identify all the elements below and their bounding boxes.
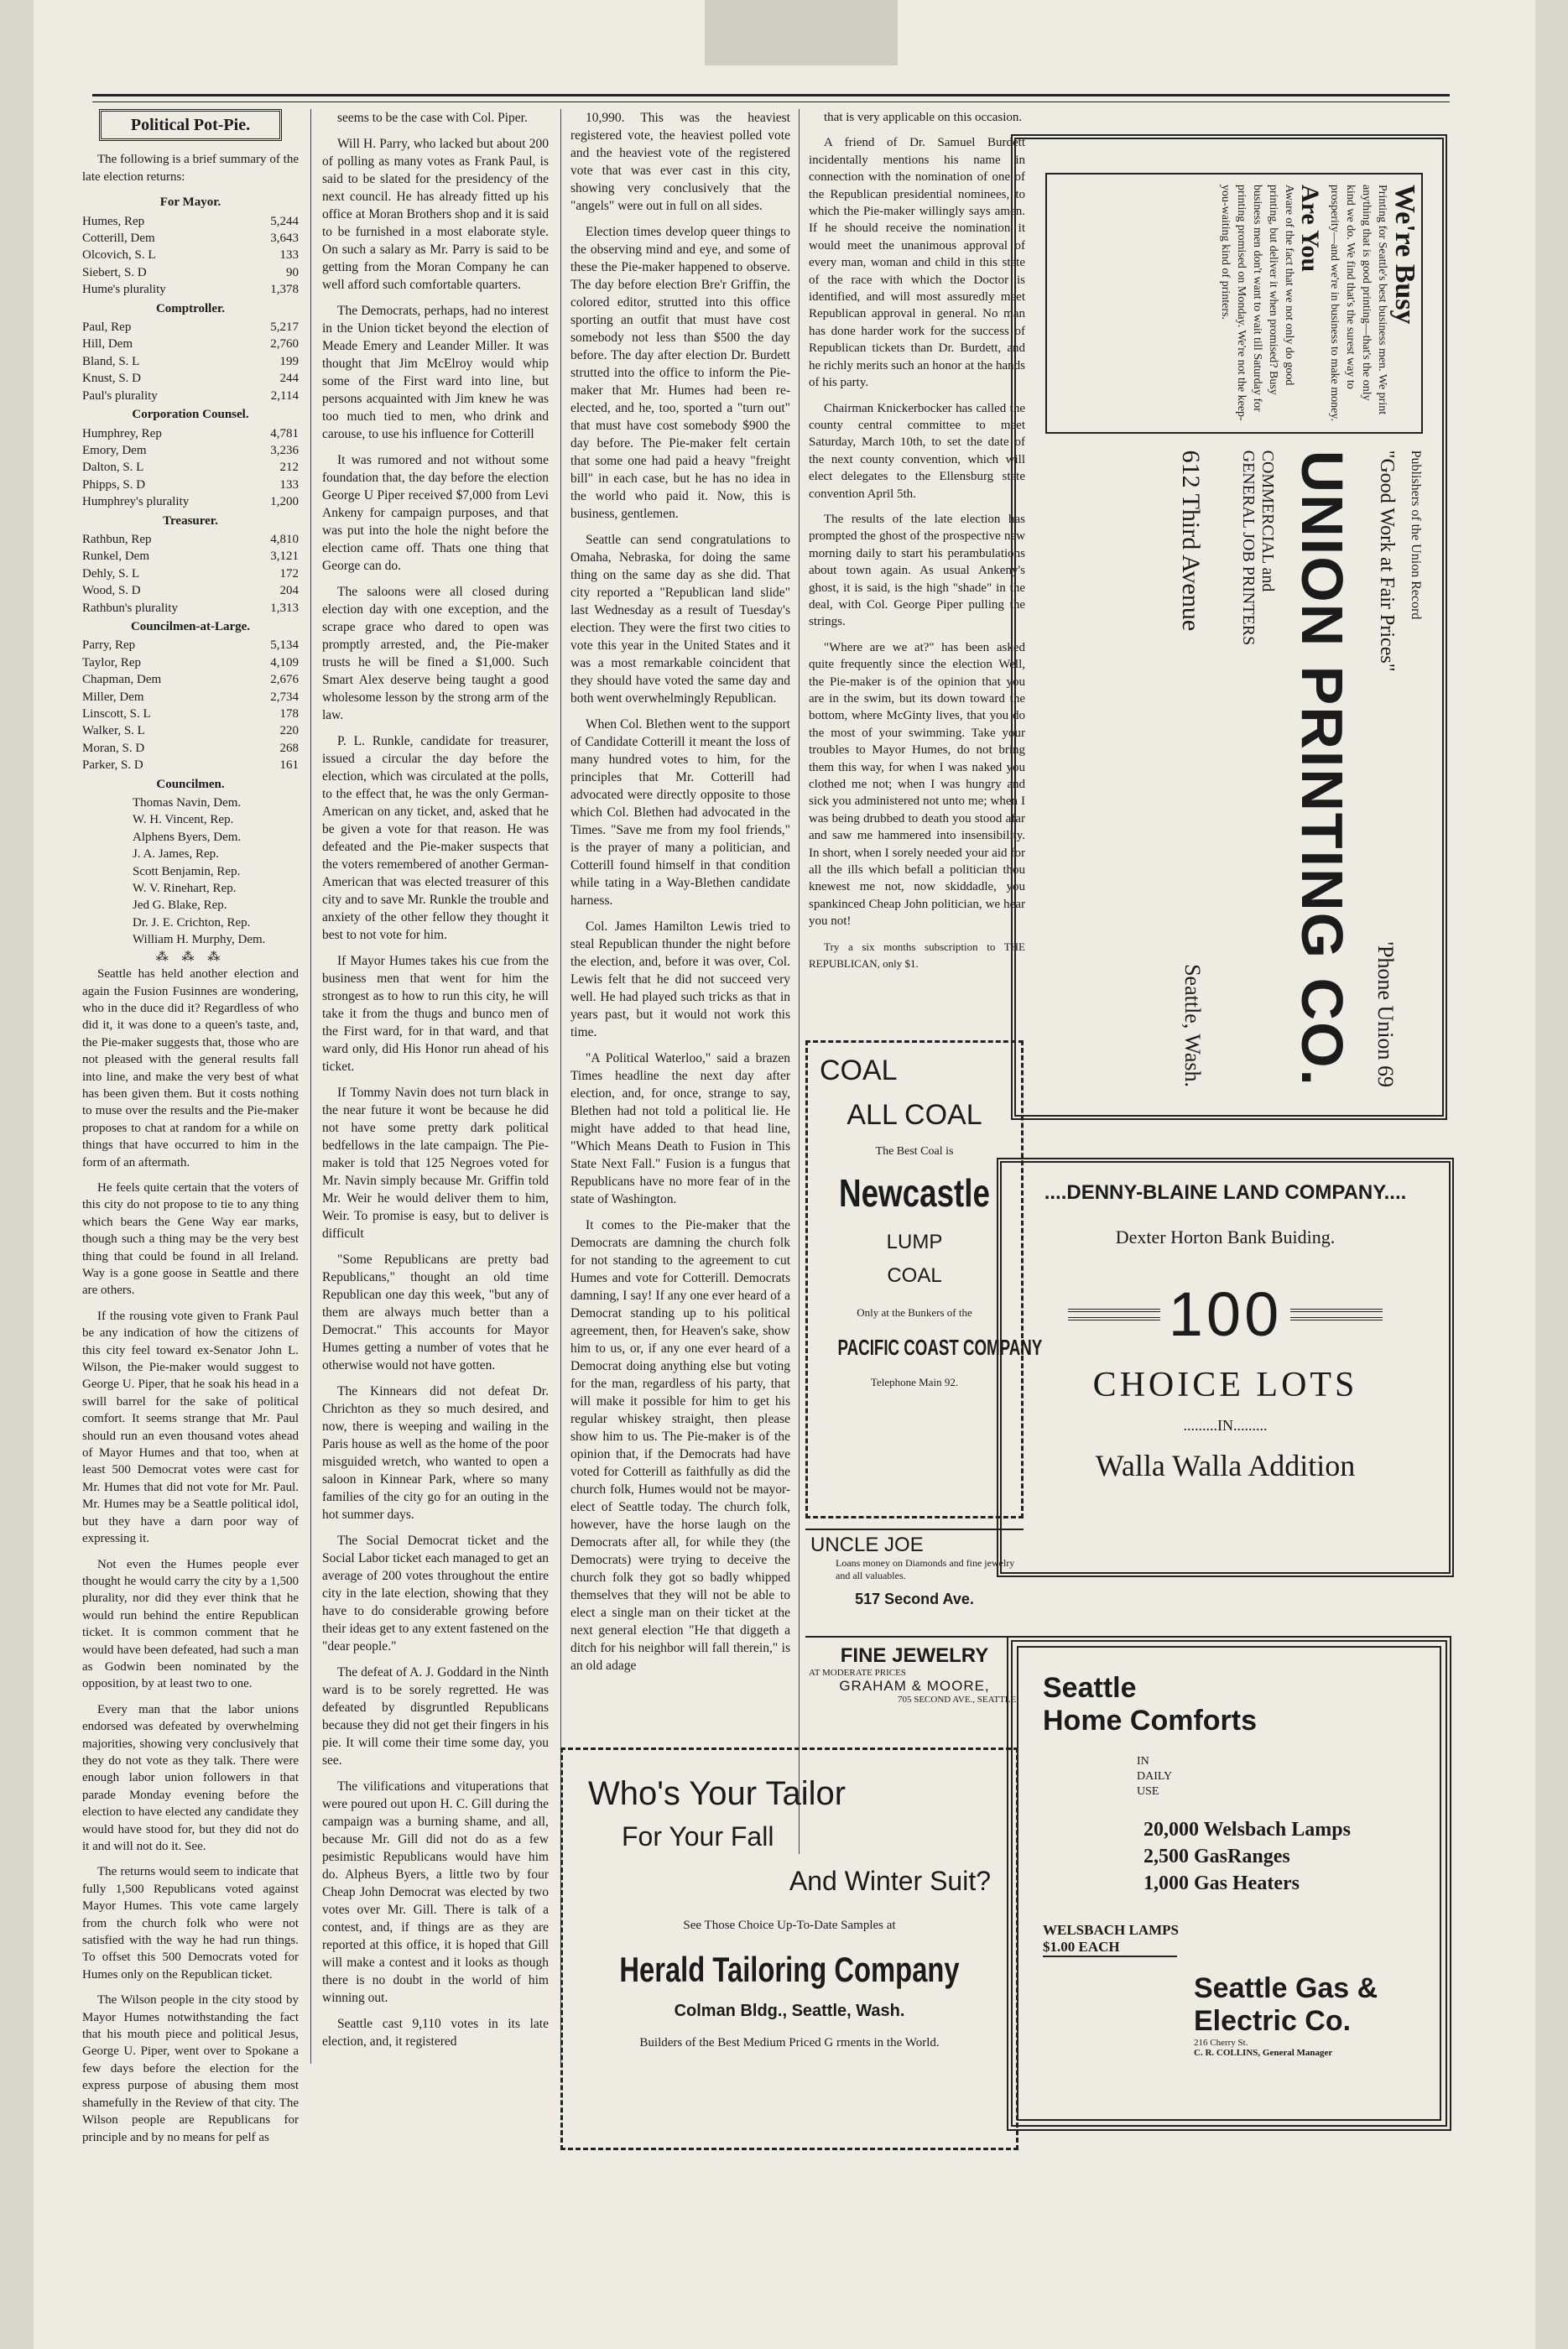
tailor-ad [560, 1747, 1018, 2150]
vote-count: 5,217 [270, 320, 299, 335]
vote-count: 133 [279, 248, 299, 263]
paper-tab [705, 0, 898, 65]
tailor-line-1: Who's Your Tailor [588, 1775, 847, 1812]
vote-count: 90 [286, 265, 299, 279]
vote-count: 220 [279, 724, 299, 738]
vote-count: 1,378 [270, 283, 299, 297]
candidate-name: Humphrey, Rep [82, 426, 162, 440]
article-paragraph: If the rousing vote given to Frank Paul be any indication of how the citizens of this city feel toward ex-Senator John L. Wilson, the Pie-maker would suggest to George U. Piper, that he soak his head in a swill barrel for the sake of political comfort. It seems strange that Mr. Paul should run an even thousand votes ahead of Mayor Humes and that too, when at least 500 Democrat votes were cast for Mr. Humes that did not vote for Mr. Paul. Mr. Humes may be a Seattle political idol, but they have a darn poor way of expressing it. [82, 1309, 299, 1546]
article-paragraph: Not even the Humes people ever thought he would carry the city by a 1,500 plurality, nor did they ever think that he would run behind the entire Republican ticket. It is common comment that he would have been defeated, had such a man as Godwin been nominated by the opposition, by at least two to one. [82, 1557, 299, 1691]
uncle-joe-address: 517 Second Ave. [855, 1591, 974, 1607]
vote-count: 178 [279, 707, 299, 721]
article-paragraph: "Some Republicans are pretty bad Republicans," thought an old time Republican one day this week, "but any of them are always much better than a Democrat." This accounts for Mayor Humes getting a number of votes that he otherwise would not have gotten. [322, 1253, 549, 1372]
returns-row [82, 740, 299, 757]
article-paragraph: Seattle has held another election and again the Fusion Fusinnes are wondering, who in the duce did it? Regardless of who did it, it was done to a queen's taste, and, the Pie-maker suggests that, those who are not pleased with the general results fall into line, and make the very best of what has been given them. But it costs nothing to muse over the results and the Pie-maker proposes to chat at random for a while on things that have occurred to him in the form of an aftermath. [82, 967, 299, 1169]
jewelry-name: GRAHAM & MOORE, [839, 1678, 990, 1694]
coal-line-2: COAL [887, 1264, 942, 1287]
jewelry-title: FINE JEWELRY [840, 1644, 989, 1667]
subscription-note: Try a six months subscription to THE REPUBLICAN, only $1. [809, 940, 1025, 971]
returns-row [82, 637, 299, 654]
councilman: J. A. James, Rep. [133, 847, 219, 862]
article-paragraph: that is very applicable on this occasion. [824, 111, 1023, 124]
union-phone: 'Phone Union 69 [1373, 941, 1398, 1087]
gas-in: IN [1137, 1755, 1149, 1768]
vote-count: 4,781 [270, 426, 299, 440]
returns-row [82, 247, 299, 263]
article-paragraph: The Democrats, perhaps, had no interest in the Union ticket beyond the election of Meade Emery and Leander Miller. It was thought that Jim McElroy would whip some of the First ward into line, but persons acquainted with Jim knew he was too much tied to men, who drink and carouse, to use his influence for Cotterill [322, 304, 549, 441]
vote-count: 2,114 [270, 388, 299, 403]
vote-count: 4,109 [270, 655, 299, 669]
returns-row [82, 425, 299, 442]
tailor-builders: Builders of the Best Medium Priced G rments in the World. [639, 2036, 940, 2050]
gas-company-1: Seattle Gas & [1194, 1972, 1378, 2004]
returns-row [82, 493, 299, 510]
returns-row [82, 548, 299, 565]
returns-row [82, 565, 299, 582]
gas-street: 216 Cherry St. [1194, 2038, 1248, 2048]
vote-count: 2,734 [270, 690, 299, 704]
returns-row [82, 600, 299, 617]
gas-use: USE [1137, 1785, 1159, 1798]
candidate-name: Olcovich, S. L [82, 248, 156, 263]
gas-manager: C. R. COLLINS, General Manager [1194, 2048, 1333, 2058]
were-busy-text: Printing for Seattle's best business men. We print anything that is good printing—that's the only kind we do. We find that's the surest way to prosperity—and we're in business to make money. [1328, 185, 1388, 421]
article-paragraph: P. L. Runkle, candidate for treasurer, issued a circular the day before the election, which was circulated at the polls, to the effect that, he was the only German-American on any ticket, and, asked that he be given a vote for that reason. He was defeated and the Pie-maker suspects that the voters remembered of another German-American that was elected treasurer of this city and to save Mr. Runkle the trouble and anxiety of the other fellow they thought it best to not vote for him. [322, 734, 549, 942]
candidate-name: Phipps, S. D [82, 477, 146, 492]
councilman: Thomas Navin, Dem. [133, 796, 242, 810]
union-printing-name: UNION PRINTING CO. [1289, 450, 1355, 1087]
returns-row [82, 689, 299, 706]
article-paragraph: It was rumored and not without some foundation that, the day before the election George U Piper received $7,000 from Levi Ankeny for campaign purposes, and that was put into the hole the night before the election came off. Thats one thing that George can do. [322, 453, 549, 573]
article-paragraph: When Col. Blethen went to the support of Candidate Cotterill it meant the loss of many hundred votes to him, for the principles that Mr. Cotterill had advocated were directly opposite to those which Col. Blethen had advocated in the Times. "Save me from my fool friends," is the prayer of many a politician, and Cotterill found himself in that condition while tating in a Way-Blethen candidate harness. [570, 717, 790, 908]
candidate-name: Cotterill, Dem [82, 232, 155, 246]
returns-row [82, 671, 299, 688]
candidate-name: Dalton, S. L [82, 461, 144, 475]
column-4 [809, 109, 1025, 982]
jewelry-ad [805, 1641, 1024, 1725]
vote-count: 268 [279, 741, 299, 755]
candidate-name: Paul, Rep [82, 320, 132, 335]
returns-row [82, 531, 299, 548]
vote-count: 5,134 [270, 638, 299, 653]
returns-section-title: Corporation Counsel. [132, 408, 249, 422]
returns-row [82, 654, 299, 671]
candidate-name: Rathbun's plurality [82, 601, 178, 615]
councilman: Scott Benjamin, Rep. [133, 864, 241, 878]
returns-row [82, 442, 299, 459]
councilman: W. H. Vincent, Rep. [133, 813, 234, 827]
jewelry-address: 705 SECOND AVE., SEATTLE. [897, 1695, 1018, 1705]
pacific-coast-company: PACIFIC COAST COMPANY [837, 1335, 1043, 1360]
vote-count: 1,200 [270, 495, 299, 509]
are-you-title: Are You [1296, 185, 1324, 273]
article-paragraph: The Social Democrat ticket and the Social Labor ticket each managed to get an average of 200 votes throughout the entire city in the late election, showing that they have to do considerable growing before their ideas get to any extent fastened on the "dear people." [322, 1534, 549, 1654]
walla-walla-addition: Walla Walla Addition [1095, 1449, 1356, 1482]
candidate-name: Chapman, Dem [82, 673, 162, 687]
lump-line: LUMP [886, 1231, 943, 1253]
vote-count: 2,760 [270, 337, 299, 352]
candidate-name: Humes, Rep [82, 214, 145, 228]
returns-row [82, 319, 299, 336]
vote-count: 3,121 [270, 549, 299, 564]
union-ad-rotated [1029, 164, 1440, 1096]
good-work-line: "Good Work at Fair Prices" [1376, 450, 1398, 672]
column-1-articles [82, 966, 299, 2146]
article-paragraph: Seattle cast 9,110 votes in its late election, and, it registered [322, 2017, 549, 2049]
denny-building: Dexter Horton Bank Buiding. [1115, 1227, 1336, 1247]
tailor-line-3: And Winter Suit? [789, 1866, 991, 1896]
article-paragraph: Col. James Hamilton Lewis tried to steal Republican thunder the night before the election, and, before it was over, Col. Lewis felt that he did not succeed very well. He had played such tricks as that in years past, but it would not work this time. [570, 919, 790, 1039]
vote-count: 3,236 [270, 443, 299, 457]
article-paragraph: "Where are we at?" has been asked quite frequently since the election Well, the Pie-maker is of the opinion that you are in the swim, but its down toward the bottom, where McGinty lives, that you do the most of your swimming. Take your troubles to Mayor Humes, do not bring them this way, for when I was naked you clothed me not; when I was hungry and sick you administered not unto me; when I was being drubbed to death you stood afar and saw me hammered into insensibility. In short, when I sorely needed your aid for all the ills which befall a politician thou knewest me not, now skiddadle, you spankinced Cheap John politician, we hear you not! [809, 640, 1025, 929]
returns-row [82, 281, 299, 298]
returns-row [82, 388, 299, 404]
candidate-name: Paul's plurality [82, 388, 158, 403]
candidate-name: Siebert, S. D [82, 265, 147, 279]
herald-tailoring: Herald Tailoring Company [619, 1950, 960, 1989]
vote-count: 204 [279, 584, 299, 598]
returns-row [82, 459, 299, 476]
councilman: W. V. Rinehart, Rep. [133, 882, 237, 896]
article-paragraph: The defeat of A. J. Goddard in the Ninth ward is to be sorely regretted. He was defeated by disgruntled Republicans because they did not get their fingers in his pie. It will come their time some day, you see. [322, 1665, 549, 1768]
article-paragraph: If Mayor Humes takes his cue from the business men that went for him the strongest as to how to run this city, he will take it from the thugs and bunco men of the First ward, for in that ward, and that ward only, did His Honor run ahead of his ticket. [322, 954, 549, 1074]
vote-count: 3,643 [270, 232, 299, 246]
best-coal: The Best Coal is [875, 1145, 954, 1158]
article-paragraph: "A Political Waterloo," said a brazen Times headline the next day after election, and, for once, strange to say, Blethen had not told a political lie. He might have added to that head line, "Which Means Death to Fusion in This State Next Fall." Fusion is a fungus that Republicans have no more fear of in the state of Washington. [570, 1051, 790, 1206]
candidate-name: Hume's plurality [82, 283, 166, 297]
returns-row [82, 353, 299, 370]
tailor-line-2: For Your Fall [622, 1821, 774, 1852]
returns-row [82, 477, 299, 493]
article-paragraph: The saloons were all closed during election day with one exception, and the scrape grace who dared to open was promptly arrested, and, the Pie-maker trusts he will be fined a $1,000. Such Smart Alex deserve being taught a good wholesome lesson by the strong arm of the law. [322, 585, 549, 722]
vote-count: 1,313 [270, 601, 299, 615]
councilman: Dr. J. E. Crichton, Rep. [133, 915, 251, 930]
candidate-name: Linscott, S. L [82, 707, 151, 721]
coal-ad [805, 1040, 1043, 1518]
newspaper-page [34, 0, 1535, 2349]
uncle-joe-ad [805, 1529, 1024, 1638]
vote-count: 172 [279, 566, 299, 581]
article-paragraph: The returns would seem to indicate that fully 1,500 Republicans voted against Mayor Humes. This vote came largely from the church folk who were not satisfied with the way he had run things. To offset this 500 Democrats voted for Humes only on the Republican ticket. [82, 1865, 299, 1982]
welsbach-title: WELSBACH LAMPS [1043, 1922, 1179, 1938]
seattle-gas-ad [1007, 1636, 1451, 2131]
gas-title-1: Seattle [1043, 1672, 1137, 1704]
article-paragraph: He feels quite certain that the voters of this city do not propose to tie to any thing which bears the Gene Way ear marks, though such a thing may be the very best thing that could be found in all Ireland. Way is a gone goose in Seattle and there are others. [82, 1180, 299, 1298]
article-paragraph: If Tommy Navin does not turn black in the near future it wont be because he did not have some pretty dark political bedfellows in the late campaign. The Pie-maker is told that 125 Negroes voted for Mr. Navin simply because Mr. Griffin told Mr. Weir he would deliver them to him, Weir. To promise is easy, but to deliver is difficult [322, 1086, 549, 1241]
coal-telephone: Telephone Main 92. [870, 1376, 959, 1388]
gas-item: 2,500 GasRanges [1143, 1846, 1290, 1867]
jewelry-sub: AT MODERATE PRICES [809, 1668, 906, 1678]
election-returns [82, 194, 299, 773]
councilman: Alphens Byers, Dem. [133, 830, 242, 844]
candidate-name: Humphrey's plurality [82, 495, 190, 509]
candidate-name: Wood, S. D [82, 584, 141, 598]
returns-row [82, 706, 299, 722]
are-you-text: Aware of the fact that we not only do good printing, but deliver it when promised? Busy business men don't want to wait till Saturday for printing promised on Monday. We're not the keep-you-waiting kind of printers. [1219, 185, 1295, 421]
uncle-joe-name: UNCLE JOE [810, 1534, 924, 1556]
section-heading: Political Pot-Pie. [99, 109, 282, 141]
candidate-name: Runkel, Dem [82, 549, 149, 564]
choice-lots: CHOICE LOTS [1092, 1366, 1358, 1404]
denny-blaine-ad [997, 1158, 1454, 1577]
vote-count: 244 [279, 372, 299, 386]
candidate-name: Emory, Dem [82, 443, 147, 457]
article-paragraph: Chairman Knickerbocker has called the county central committee to meet Saturday, March 10th, to set the date of the next county convention, which will elect delegates to the Ellensburg state convention April 5th. [809, 401, 1025, 501]
vote-count: 212 [279, 461, 299, 475]
returns-section-title: Comptroller. [155, 301, 226, 315]
candidate-name: Hill, Dem [82, 337, 133, 352]
candidate-name: Taylor, Rep [82, 655, 141, 669]
candidate-name: Knust, S. D [82, 372, 142, 386]
gas-company-2: Electric Co. [1194, 2005, 1352, 2037]
returns-row [82, 230, 299, 247]
candidate-name: Moran, S. D [82, 741, 145, 755]
welsbach-price: $1.00 EACH [1043, 1939, 1177, 1957]
article-paragraph: The results of the late election has prompted the ghost of the prospective new morning daily to start his perambulations about town again. As usual Ankeny's ghost, it is said, is the high "shade" in the deal, with Col. George Piper pulling the strings. [809, 512, 1025, 629]
union-address: 612 Third Avenue [1177, 450, 1205, 632]
returns-row [82, 757, 299, 773]
candidate-name: Rathbun, Rep [82, 532, 152, 546]
union-printing-ad [1011, 134, 1447, 1120]
coal-line: COAL [820, 1055, 898, 1086]
union-city: Seattle, Wash. [1180, 964, 1205, 1087]
vote-count: 161 [279, 758, 299, 773]
uncle-joe-text: Loans money on Diamonds and fine jewelry and all valuables. [836, 1557, 1015, 1581]
article-paragraph: seems to be the case with Col. Piper. [337, 111, 528, 125]
vote-count: 133 [279, 477, 299, 492]
candidate-name: Bland, S. L [82, 354, 140, 368]
vote-count: 4,810 [270, 532, 299, 546]
councilman: William H. Murphy, Dem. [133, 933, 266, 947]
candidate-name: Miller, Dem [82, 690, 144, 704]
column-3 [570, 109, 790, 1683]
candidate-name: Dehly, S. L [82, 566, 140, 581]
intro: The following is a brief summary of the late election returns: [82, 153, 299, 184]
gas-title-2: Home Comforts [1043, 1705, 1258, 1737]
publishers-line: Publishers of the Union Record [1409, 450, 1423, 620]
returns-section-title: Treasurer. [163, 513, 218, 528]
article-paragraph: It comes to the Pie-maker that the Democrats are damning the church folk for not standing to the agreement to cut Humes and vote for Cotterill. Democrats damning, I say! If any one ever heard of a Democrat standing up to his political agreement, then, for Heaven's sake, show him to us, or, if any one ever heard of a Democrat doing anything else but voting for the man, regardless of his party, that will make it possible for him to get his regular whiskey straight, then please show him to us. The Pie-maker is of the opinion that, if the Democrats had have voted for Cotterill as faithfully as did the church folk, Humes would not be mayor-elect of Seattle today. The church folk, however, have the horse laugh on the Democrats after all, for while they (the Democrats) were trying to deceive the church folk they got so badly whipped themselves that they will not be able to elect a single man on their ticket at the next general election "He that diggeth a ditch for his neighbor will fall therein," is an old adage [570, 1218, 790, 1673]
article-paragraph: A friend of Dr. Samuel Burdett incidentally mentions his name in connection with the nomination of one of the Republican presidential nominees, to which the Pie-maker willingly says amen. If he should receive the nomination it would meet the unanimous approval of every man, woman and child in this state of the race with which the Doctor is identified, and will most assuredly meet Republican approval in general. No man has done harder work for the success of Republican tickets than Dr. Burdett, and he richly merits such an honor at the hands of his party. [809, 136, 1025, 390]
councilmen-list [82, 794, 299, 949]
tailor-samples: See Those Choice Up-To-Date Samples at [683, 1919, 896, 1932]
returns-section-title: For Mayor. [159, 195, 221, 210]
column-1 [82, 109, 299, 2154]
returns-row [82, 213, 299, 230]
article-paragraph: The Kinnears did not defeat Dr. Chrichton as they so much desired, and now, there is weeping and wailing in the Paris house as well as the home of the poor misguided wretch, who wanted to open a saloon in Kinnear Park, where so many families of the city go for an outing in the hot summer days. [322, 1384, 549, 1522]
denny-in: .........IN......... [1183, 1417, 1268, 1434]
article-paragraph: Every man that the labor unions endorsed was defeated by overwhelming majorities, showing very conclusively that they do not vote as they talk. There were enough labor union followers in that parade Monday evening before the election to have elected any candidate they would have stood for, but they did not do it and will not do it. See. [82, 1702, 299, 1853]
returns-section-title: Councilmen-at-Large. [130, 619, 251, 633]
gas-item: 1,000 Gas Heaters [1143, 1872, 1300, 1894]
candidate-name: Parker, S. D [82, 758, 143, 773]
all-coal-line: ALL COAL [847, 1099, 982, 1131]
article-paragraph: Will H. Parry, who lacked but about 200 of polling as many votes as Frank Paul, is said to be slated for the presidency of the next council. He has already fitted up his office at Moran Brothers shop and it is said to be furnished in a most elaborate style. On such a salary as Mr. Parry is said to be getting from the Moran Company he can well afford such comfortable quarters. [322, 137, 549, 292]
column-2 [322, 109, 549, 2059]
were-busy-title: We're Busy [1389, 185, 1420, 325]
gas-item: 20,000 Welsbach Lamps [1143, 1819, 1351, 1841]
returns-row [82, 264, 299, 281]
tailor-address: Colman Bldg., Seattle, Wash. [674, 2002, 905, 2020]
article-paragraph: Seattle can send congratulations to Omaha, Nebraska, for doing the same thing on the same day as she did. That city reported a "Republican land slide" last Wednesday as a result of Tuesday's election. They were the first two cities to vote this year in the United States and it was a most remarkable coincident that they should have voted the same day and both went overwhelmingly Republican. [570, 533, 790, 706]
asterism: ⁂ ⁂ ⁂ [155, 950, 226, 964]
article-paragraph: 10,990. This was the heaviest registered vote, the heaviest polled vote and the heaviest vote of the registered vote that was ever cast in this city, showing very conclusively that the "angels" were out in full on all sides. [570, 111, 790, 213]
top-rule [92, 94, 1450, 102]
gas-items [1043, 1816, 1415, 1897]
candidate-name: Walker, S. L [82, 724, 145, 738]
returns-row [82, 722, 299, 739]
returns-row [82, 336, 299, 352]
denny-company: ....DENNY-BLAINE LAND COMPANY.... [1044, 1181, 1407, 1204]
councilman: Jed G. Blake, Rep. [133, 898, 227, 913]
vote-count: 199 [279, 354, 299, 368]
councilmen-title: Councilmen. [156, 777, 225, 791]
article-paragraph: The vilifications and vituperations that were poured out upon H. C. Gill during the campaign was a burning shame, and all, because Mr. Gill did not do as a few pesimistic Republicans would have him do. Alpheus Byers, a little two by four Cheap John Democrat was elected by two votes over Mr. Gill. There is talk of a contest, and, if things are as they are reported at this office, it is hoped that Gill will make a contest and it looks as though there is no doubt in the world of him winning out. [322, 1779, 549, 2005]
bunkers-line: Only at the Bunkers of the [857, 1306, 972, 1319]
newcastle-brand: Newcastle [838, 1171, 990, 1215]
returns-row [82, 370, 299, 387]
vote-count: 5,244 [270, 214, 299, 228]
commercial-line: COMMERCIAL and GENERAL JOB PRINTERS [1239, 450, 1277, 646]
returns-row [82, 582, 299, 599]
lots-number: 100 [1168, 1279, 1283, 1349]
article-paragraph: Election times develop queer things to the observing mind and eye, and some of these the Pie-maker happened to observe. The day before election Bre'r Griffin, the colored editor, strutted into this office sporting an outfit that must have cost somebody not less than $500 the day before. The day after election Dr. Burdett strutted into the office to inform the Pie-maker that Mr. Humes had been re-elected, and he, too, sported a "turn out" that must have cost somebody $900 the day before. The Pie-maker felt certain that some one had paid a heavy "freight bill" in each case, but he has no idea in the world who paid it. Now, this is business, gentlemen. [570, 225, 790, 521]
gas-daily: DAILY [1137, 1770, 1173, 1783]
article-paragraph: The Wilson people in the city stood by Mayor Humes notwithstanding the fact that his mouth piece and political Jesus, George U. Piper, went over to Spokane a few days before the election for the express purpose of abusing them most shamefully in the Review of that city. The Wilson people are Republicans for principle and by no means for pelf as [82, 1993, 299, 2144]
candidate-name: Parry, Rep [82, 638, 136, 653]
vote-count: 2,676 [270, 673, 299, 687]
